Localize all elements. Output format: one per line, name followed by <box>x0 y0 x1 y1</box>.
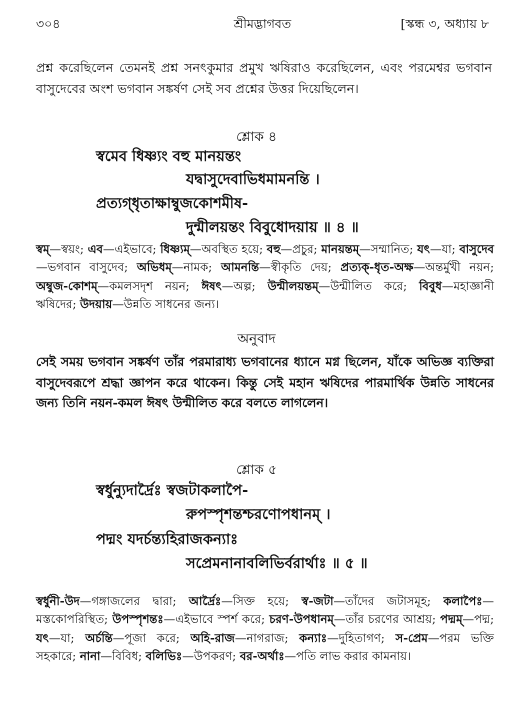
synonym-meaning: বিবিধ <box>112 649 139 664</box>
running-header <box>36 16 489 36</box>
page-number: ৩০৪ <box>36 16 61 31</box>
synonym-word: যৎ <box>417 242 430 256</box>
synonym-meaning: ভগবান বাসুদেব <box>47 260 125 275</box>
synonym-meaning: পূজা করে <box>124 630 176 645</box>
synonym-meaning: এইভাবে স্পর্শ করে <box>175 612 262 627</box>
synonym-word: বাসুদেব <box>459 242 495 256</box>
synonym-meaning: যা <box>60 630 71 645</box>
verse-5-line-1: স্বর্ধুন্যুদার্দ্রৈঃ স্বজটাকলাপৈ- <box>96 482 249 499</box>
synonym-meaning: অবস্থিত হয়ে <box>201 242 260 256</box>
synonym-word: বর-অর্থাঃ <box>239 649 285 664</box>
synonym-word: উপস্পৃশন্তঃ <box>112 612 164 627</box>
synonym-meaning: এইভাবে <box>114 242 153 256</box>
synonym-word: প্রত্যক্‌-ধৃত-অক্ষ <box>340 260 414 275</box>
synonym-meaning: মস্তকোপরিস্থিত <box>36 612 105 627</box>
translation-heading: অনুবাদ <box>237 331 276 347</box>
verse-4-line-4: দুন্মীলয়ন্তং বিবুধোদয়ায় ॥ ৪ ॥ <box>186 219 359 236</box>
synonym-word: আর্দ্রৈঃ <box>188 594 222 608</box>
synonym-word: অভিধম্ <box>136 260 172 275</box>
synonym-word: পদ্মম্ <box>440 612 463 627</box>
synonym-word: অহি-রাজ <box>190 630 235 645</box>
synonym-meaning: অল্প <box>233 278 252 293</box>
synonym-meaning: পতি লাভ করার কামনায়। <box>296 649 412 664</box>
verse-4-heading: শ্লোক ৪ <box>236 129 277 145</box>
verse-5-line-4: সপ্রেমনানাবলিভির্বরার্থাঃ ॥ ৫ ॥ <box>186 555 368 572</box>
synonym-meaning: সম্মানিত <box>370 242 410 256</box>
synonym-word: কলাপৈঃ <box>443 594 483 608</box>
synonym-meaning: পরম ভক্তি সহকারে <box>36 630 495 664</box>
synonym-word: বলিভিঃ <box>145 649 183 664</box>
verse-4-translation: সেই সময় ভগবান সঙ্কর্ষণ তাঁর পরমারাধ্য ভগবানের ধ্যানে মগ্ন ছিলেন, যাঁকে অভিজ্ঞ ব্যক্তিরা বাসুদেবরূপে শ্রদ্ধা জ্ঞাপন করে থাকেন। কিন্তু সেই মহান ঋষিদের পারমার্থিক উন্নতি সাধনের জন্য তিনি নয়ন-কমল ঈষৎ উন্মীলিত করে বলতে লাগলেন। <box>36 354 494 410</box>
synonym-meaning: উন্মীলিত করে <box>330 278 404 293</box>
synonym-meaning: তাঁদের জটাসমূহ <box>345 594 427 608</box>
synonym-meaning: দুহিতাগণ <box>338 630 381 645</box>
synonym-meaning: গঙ্গাজলের দ্বারা <box>91 594 173 608</box>
synonym-word: স্বম্ <box>36 242 50 256</box>
synonym-word: যৎ <box>36 630 49 645</box>
synonym-meaning: উপকরণ <box>193 649 233 664</box>
synonym-word: নানা <box>79 649 101 664</box>
synonym-meaning: পদ্ম <box>474 612 491 627</box>
synonym-word: স্বর্ধুনী-উদ <box>36 594 80 608</box>
synonym-word: চরণ-উপধানম্ <box>269 612 334 627</box>
synonym-word: অম্বুজ-কোশম্ <box>36 278 98 293</box>
synonym-meaning: প্রচুর <box>292 242 314 256</box>
intro-paragraph: প্রশ্ন করেছিলেন তেমনই প্রশ্ন সনৎকুমার প্রমুখ ঋষিরাও করেছিলেন, এবং পরমেশ্বর ভগবান বাসুদেবের অংশ ভগবান সঙ্কর্ষণ সেই সব প্রশ্নের উত্তর দিয়েছিলেন। <box>36 60 492 96</box>
verse-5-synonyms: স্বর্ধুনী-উদ—গঙ্গাজলের দ্বারা; আর্দ্রৈঃ—সিক্ত হয়ে; স্ব-জটা—তাঁদের জটাসমূহ; কলাপৈঃ—মস্তকোপরিস্থিত; উপস্পৃশন্তঃ—এইভাবে স্পর্শ করে; চরণ-উপধানম্—তাঁর চরণের আশ্রয়; পদ্মম্—পদ্ম; যৎ—যা; অর্চন্তি—পূজা করে; অহি-রাজ—নাগরাজ; কন্যাঃ—দুহিতাগণ; স-প্রেম—পরম ভক্তি সহকারে; নানা—বিবিধ; বলিভিঃ—উপকরণ; বর-অর্থাঃ—পতি লাভ করার কামনায়। <box>36 594 495 664</box>
synonym-word: বিবুধ <box>419 278 442 293</box>
synonym-word: এব <box>87 242 103 256</box>
synonym-word: অর্চন্তি <box>85 630 113 645</box>
verse-4-synonyms: স্বম্—স্বয়ং; এব—এইভাবে; ধিষ্ণ্যম্—অবস্থিত হয়ে; বহু—প্রচুর; মানয়ন্তম্—সম্মানিত; যৎ—যা; বাসুদেব—ভগবান বাসুদেব; অভিধম্—নামক; আমনন্তি—স্বীকৃতি দেয়; প্রত্যক্‌-ধৃত-অক্ষ—অন্তর্মুখী নয়ন; অম্বুজ-কোশম্—কমলসদৃশ নয়ন; ঈষৎ—অল্প; উন্মীলয়ন্তম্—উন্মীলিত করে; বিবুধ—মহাজ্ঞানী ঋষিদের; উদয়ায়—উন্নতি সাধনের জন্য। <box>36 242 495 312</box>
synonym-word: উন্মীলয়ন্তম্ <box>267 278 319 293</box>
synonym-meaning: স্বয়ং <box>61 242 80 256</box>
synonym-meaning: যা <box>441 242 452 256</box>
verse-4-line-3: প্রত্যগ্‌ধৃতাক্ষাম্বুজকোশমীষ- <box>96 195 249 212</box>
verse-5-heading: শ্লোক ৫ <box>236 462 277 478</box>
synonym-meaning: মহাজ্ঞানী ঋষিদের <box>36 278 495 312</box>
synonym-word: কন্যাঃ <box>299 630 328 645</box>
synonym-meaning: স্বীকৃতি দেয় <box>270 260 328 275</box>
verse-4-line-1: স্বমেব ধিষ্ণ্যং বহু মানয়ন্তং <box>96 148 242 165</box>
synonym-meaning: অন্তর্মুখী নয়ন <box>425 260 491 275</box>
synonym-meaning: সিক্ত হয়ে <box>232 594 286 608</box>
synonym-word: ঈষৎ <box>201 278 222 293</box>
synonym-word: আমনন্তি <box>220 260 260 275</box>
verse-5-line-2: রুপস্পৃশন্তশ্চরণোপধানম্ । <box>186 506 331 523</box>
verse-4-line-2: যদ্বাসুদেবাভিধমামনন্তি । <box>186 171 320 188</box>
book-title: শ্রীমদ্ভাগবত <box>233 16 292 31</box>
synonym-word: উদয়ায় <box>80 297 113 312</box>
synonym-meaning: তাঁর চরণের আশ্রয় <box>345 612 432 627</box>
chapter-reference: [স্কন্ধ ৩, অধ্যায় ৮ <box>400 16 489 31</box>
synonym-word: স্ব-জটা <box>301 594 334 608</box>
synonym-meaning: উন্নতি সাধনের জন্য। <box>123 297 220 312</box>
synonym-word: মানয়ন্তম্ <box>321 242 360 256</box>
synonym-meaning: নামক <box>183 260 209 275</box>
synonym-word: বহু <box>266 242 281 256</box>
synonym-word: স-প্রেম <box>395 630 428 645</box>
synonym-word: ধিষ্ণ্যম্ <box>160 242 190 256</box>
synonym-meaning: কমলসদৃশ নয়ন <box>109 278 186 293</box>
verse-5-line-3: পদ্মং যদর্চন্ত্যহিরাজকন্যাঃ <box>96 531 239 548</box>
synonym-meaning: নাগরাজ <box>246 630 285 645</box>
